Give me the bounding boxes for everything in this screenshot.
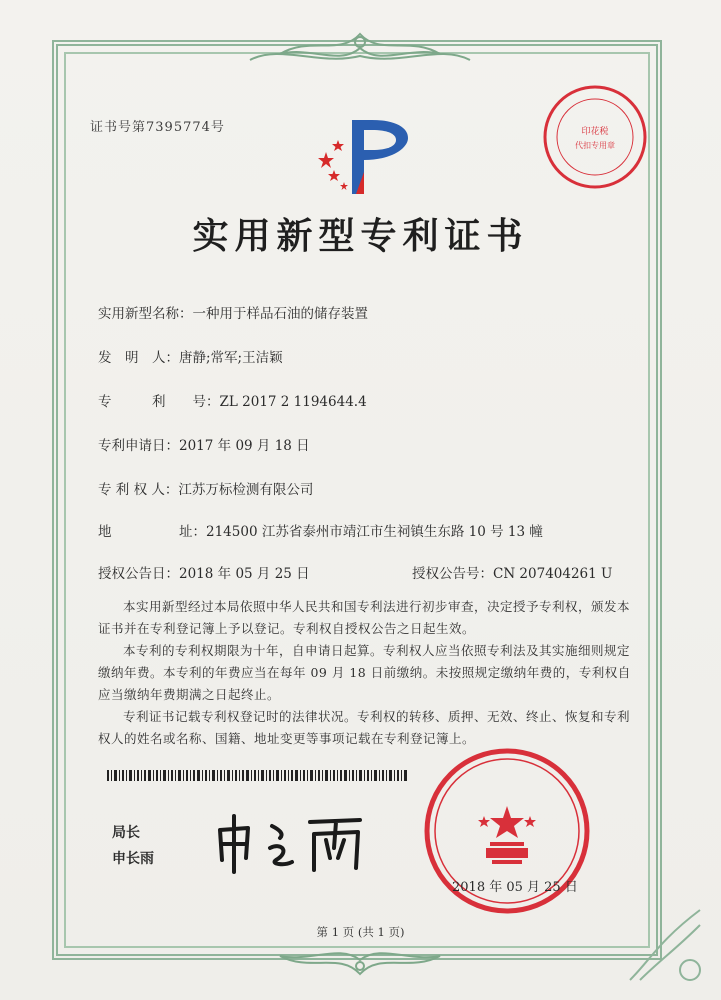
address-row	[98, 520, 543, 540]
page-title: 实用新型专利证书	[192, 215, 529, 257]
inventor-value: 唐静;常军;王洁颖	[179, 350, 283, 366]
inventor-label: 发 明 人：	[98, 350, 179, 366]
director-title: 局长	[112, 824, 140, 840]
address-value: 214500 江苏省泰州市靖江市生祠镇生东路 10 号 13 幢	[206, 524, 543, 540]
grant-date-row	[98, 562, 310, 582]
top-ornament	[240, 26, 480, 70]
page-number: 第 1 页 (共 1 页)	[316, 925, 405, 939]
svg-text:印花税: 印花税	[581, 127, 609, 137]
body-paragraph: 专利证书记载专利权登记时的法律状况。专利权的转移、质押、无效、终止、恢复和专利权人的姓名或名称、国籍、地址变更等事项记载在专利登记簿上。	[98, 709, 631, 746]
patentee-label: 专 利 权 人：	[98, 482, 179, 498]
inventor-row	[98, 346, 283, 366]
patent-number-row	[98, 390, 367, 410]
certificate-number: 证书号第7395774号	[90, 120, 225, 135]
director-name: 申长雨	[112, 850, 154, 866]
filing-date-label: 专利申请日：	[98, 438, 179, 454]
filing-date-row	[98, 434, 310, 454]
director-signature	[210, 808, 380, 878]
seal-date: 2018 年 05 月 25 日	[452, 880, 578, 895]
patentee-row	[98, 478, 313, 498]
grant-number-row	[412, 562, 612, 582]
tax-stamp-seal	[540, 82, 650, 192]
grant-number-value: CN 207404261 U	[493, 566, 613, 582]
patentee-value: 江苏万标检测有限公司	[178, 482, 314, 498]
utility-model-name-label: 实用新型名称：	[98, 306, 193, 322]
patent-office-logo	[312, 112, 422, 202]
svg-text:代扣专用章: 代扣专用章	[575, 141, 615, 150]
patent-number-label: 专 利 号：	[98, 394, 220, 410]
body-paragraph: 本专利的专利权期限为十年，自申请日起算。专利权人应当依照专利法及其实施细则规定缴纳年费。本专利的年费应当在每年 09 月 18 日前缴纳。未按照规定缴纳年费的，专利权自应当缴纳年费期满之日起终止。	[98, 643, 631, 702]
certificate-body	[98, 596, 633, 750]
filing-date-value: 2017 年 09 月 18 日	[179, 438, 310, 454]
body-paragraph: 本实用新型经过本局依照中华人民共和国专利法进行初步审查，决定授予专利权，颁发本证书并在专利登记簿上予以登记。专利权自授权公告之日起生效。	[98, 599, 631, 636]
utility-model-name-row	[98, 302, 368, 322]
bottom-ornament	[240, 946, 480, 982]
patent-number-value: ZL 2017 2 1194644.4	[219, 394, 367, 410]
grant-date-label: 授权公告日：	[98, 566, 179, 582]
corner-ornament	[620, 900, 710, 990]
address-label: 地 址：	[98, 524, 206, 540]
grant-date-value: 2018 年 05 月 25 日	[179, 566, 310, 582]
barcode	[107, 770, 407, 781]
grant-number-label: 授权公告号：	[412, 566, 493, 582]
utility-model-name-value: 一种用于样品石油的储存装置	[192, 306, 368, 322]
